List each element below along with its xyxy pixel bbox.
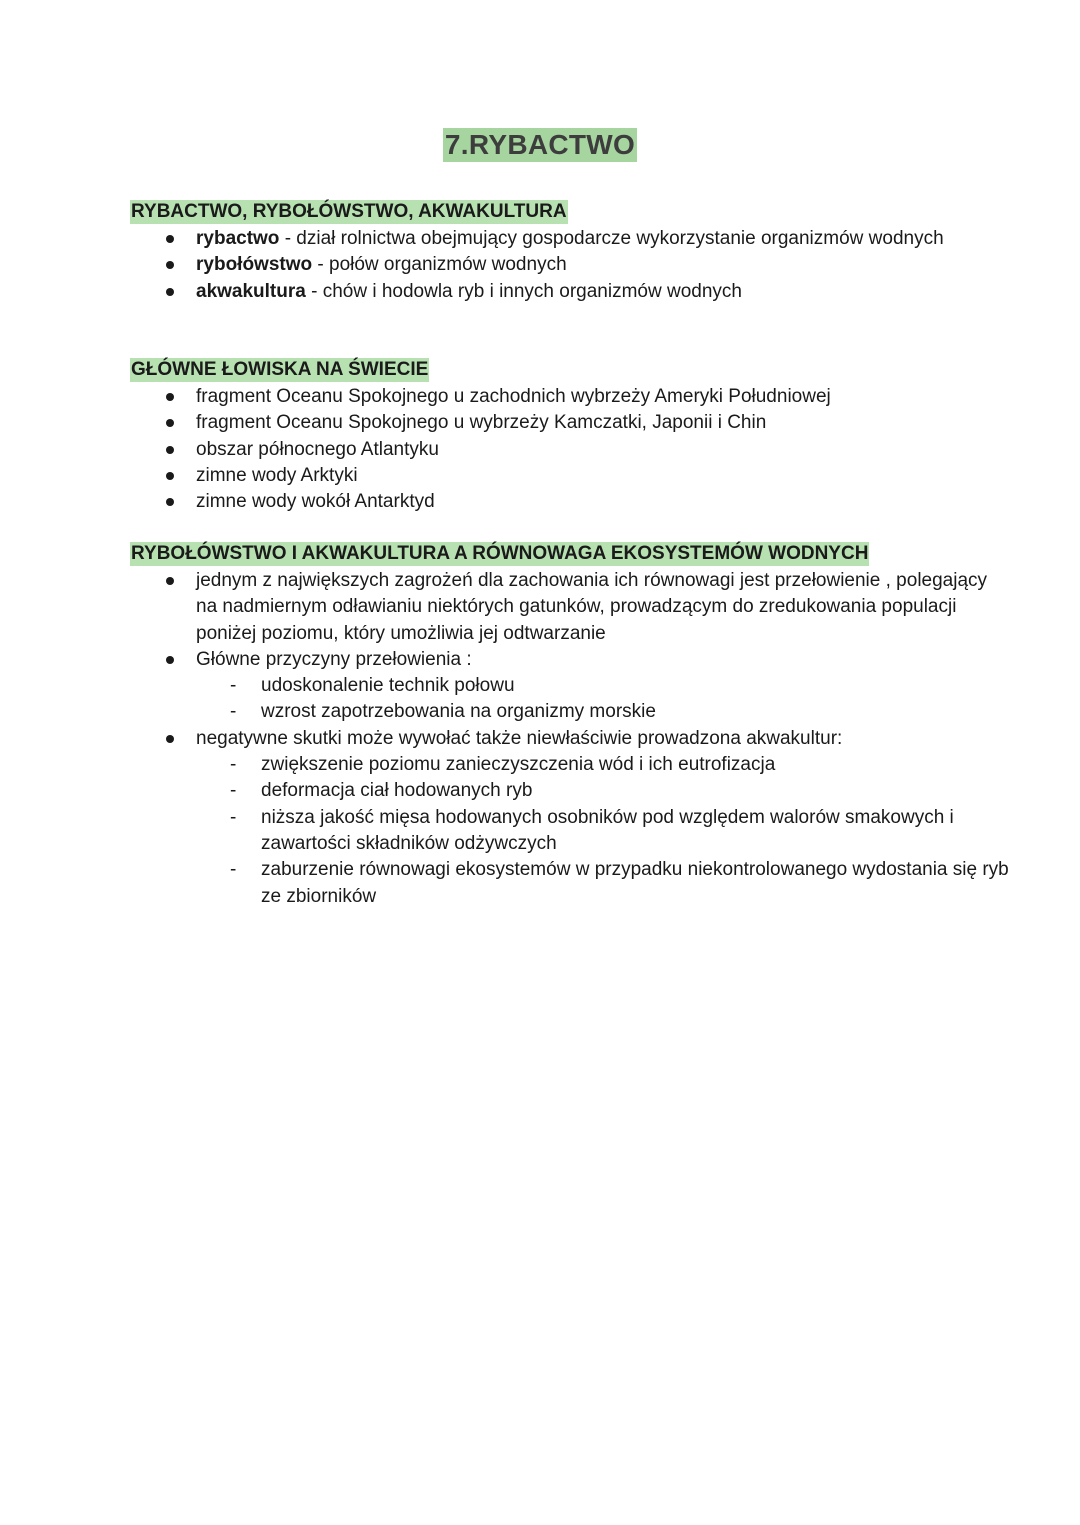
sub-item-text: zwiększenie poziomu zanieczyszczenia wód i ich eutrofizacja (261, 754, 776, 776)
sub-item-text: wzrost zapotrzebowania na organizmy morskie (261, 701, 656, 723)
sub-list-item (196, 778, 1010, 804)
term: akwakultura (196, 280, 306, 302)
list-item (130, 463, 1010, 489)
sub-item-text: zaburzenie równowagi ekosystemów w przypadku niekontrolowanego wydostania się ryb ze zbiorników (261, 859, 1009, 907)
sub-item-text: niższa jakość mięsa hodowanych osobników pod względem walorów smakowych i zawartości składników odżywczych (261, 806, 954, 854)
dash-icon: - (230, 701, 237, 723)
fishing-grounds-list (130, 384, 1010, 515)
section-heading: RYBACTWO, RYBOŁÓWSTWO, AKWAKULTURA (131, 201, 567, 222)
item-text: negatywne skutki może wywołać także niewłaściwie prowadzona akwakultur: (196, 727, 843, 749)
item-text: jednym z największych zagrożeń dla zachowania ich równowagi jest przełowienie , polegający na nadmiernym odławianiu niektórych gatunków, prowadzącym do zredukowania populacji poniżej poziomu, który umożliwia jej odtwarzanie (196, 570, 988, 644)
bullet-icon (166, 577, 174, 585)
definition: - dział rolnictwa obejmujący gospodarcze wykorzystanie organizmów wodnych (279, 228, 944, 249)
dash-icon: - (230, 754, 237, 776)
list-item (130, 647, 1010, 726)
list-item (130, 489, 1010, 515)
list-item (130, 226, 1010, 252)
list-item (130, 726, 1010, 910)
term: rybołówstwo (196, 254, 313, 276)
list-item (130, 568, 1010, 647)
section-heading: RYBOŁÓWSTWO I AKWAKULTURA A RÓWNOWAGA EKOSYSTEMÓW WODNYCH (131, 543, 869, 564)
item-text: zimne wody wokół Antarktyd (196, 491, 435, 513)
section-fishing-grounds (130, 358, 1010, 515)
bullet-icon (166, 235, 174, 243)
list-item (130, 437, 1010, 463)
bullet-icon (166, 472, 174, 480)
bullet-icon (166, 288, 174, 296)
item-text: fragment Oceanu Spokojnego u wybrzeży Kamczatki, Japonii i Chin (196, 412, 767, 434)
section-heading: GŁÓWNE ŁOWISKA NA ŚWIECIE (131, 359, 429, 380)
bullet-icon (166, 419, 174, 427)
sub-list-item (196, 805, 1010, 858)
sub-list (196, 673, 1010, 726)
title-wrap (0, 128, 1080, 162)
bullet-icon (166, 393, 174, 401)
section-ecosystem-balance (130, 542, 1010, 910)
section-definitions (130, 200, 1010, 305)
term: rybactwo (196, 228, 280, 249)
list-item (130, 279, 1010, 305)
definition: - połów organizmów wodnych (312, 254, 567, 276)
definition: - chów i hodowla ryb i innych organizmów wodnych (305, 280, 742, 302)
bullet-icon (166, 498, 174, 506)
sub-item-text: udoskonalenie technik połowu (261, 675, 515, 697)
item-text: Główne przyczyny przełowienia : (196, 648, 472, 670)
item-text: zimne wody Arktyki (196, 464, 358, 486)
list-item (130, 410, 1010, 436)
dash-icon: - (230, 780, 237, 802)
sub-list-item (196, 752, 1010, 778)
bullet-icon (166, 446, 174, 454)
sub-list-item (196, 699, 1010, 725)
dash-icon: - (230, 675, 237, 697)
sub-list-item (196, 673, 1010, 699)
sub-list-item (196, 857, 1010, 910)
bullet-icon (166, 656, 174, 664)
ecosystem-list (130, 568, 1010, 910)
bullet-icon (166, 261, 174, 269)
list-item (130, 384, 1010, 410)
list-item (130, 252, 1010, 278)
dash-icon: - (230, 806, 237, 828)
item-text: fragment Oceanu Spokojnego u zachodnich wybrzeży Ameryki Południowej (196, 386, 831, 407)
page-title: 7.RYBACTWO (444, 129, 636, 160)
definition-list (130, 226, 1010, 305)
bullet-icon (166, 735, 174, 743)
sub-list (196, 752, 1010, 910)
item-text: obszar północnego Atlantyku (196, 438, 439, 460)
sub-item-text: deformacja ciał hodowanych ryb (261, 780, 533, 802)
dash-icon: - (230, 859, 237, 881)
